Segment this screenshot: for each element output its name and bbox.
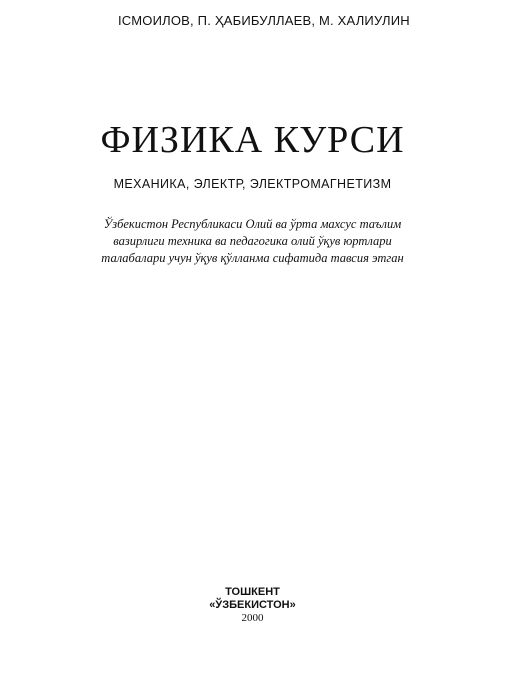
book-title: ФИЗИКА КУРСИ: [100, 119, 405, 161]
imprint-year: 2000: [241, 612, 264, 624]
imprint-publisher: «ЎЗБЕКИСТОН»: [209, 599, 296, 611]
imprint: [0, 586, 505, 625]
approval-note: [0, 216, 505, 267]
book-subtitle: МЕХАНИКА, ЭЛЕКТР, ЭЛЕКТРОМАГНЕТИЗМ: [113, 177, 392, 191]
imprint-city: ТОШКЕНТ: [225, 586, 280, 598]
approval-line: талабалари учун ўқув қўлланма сифатида тавсия этган: [101, 251, 404, 265]
approval-line: вазирлиги техника ва педагогика олий ўқув юртлари: [113, 234, 392, 248]
authors-line: ІСМОИЛОВ, П. ҲАБИБУЛЛАЕВ, М. ХАЛИУЛИН: [118, 13, 410, 28]
approval-line: Ўзбекистон Республикаси Олий ва ўрта махсус таълим: [103, 217, 402, 231]
